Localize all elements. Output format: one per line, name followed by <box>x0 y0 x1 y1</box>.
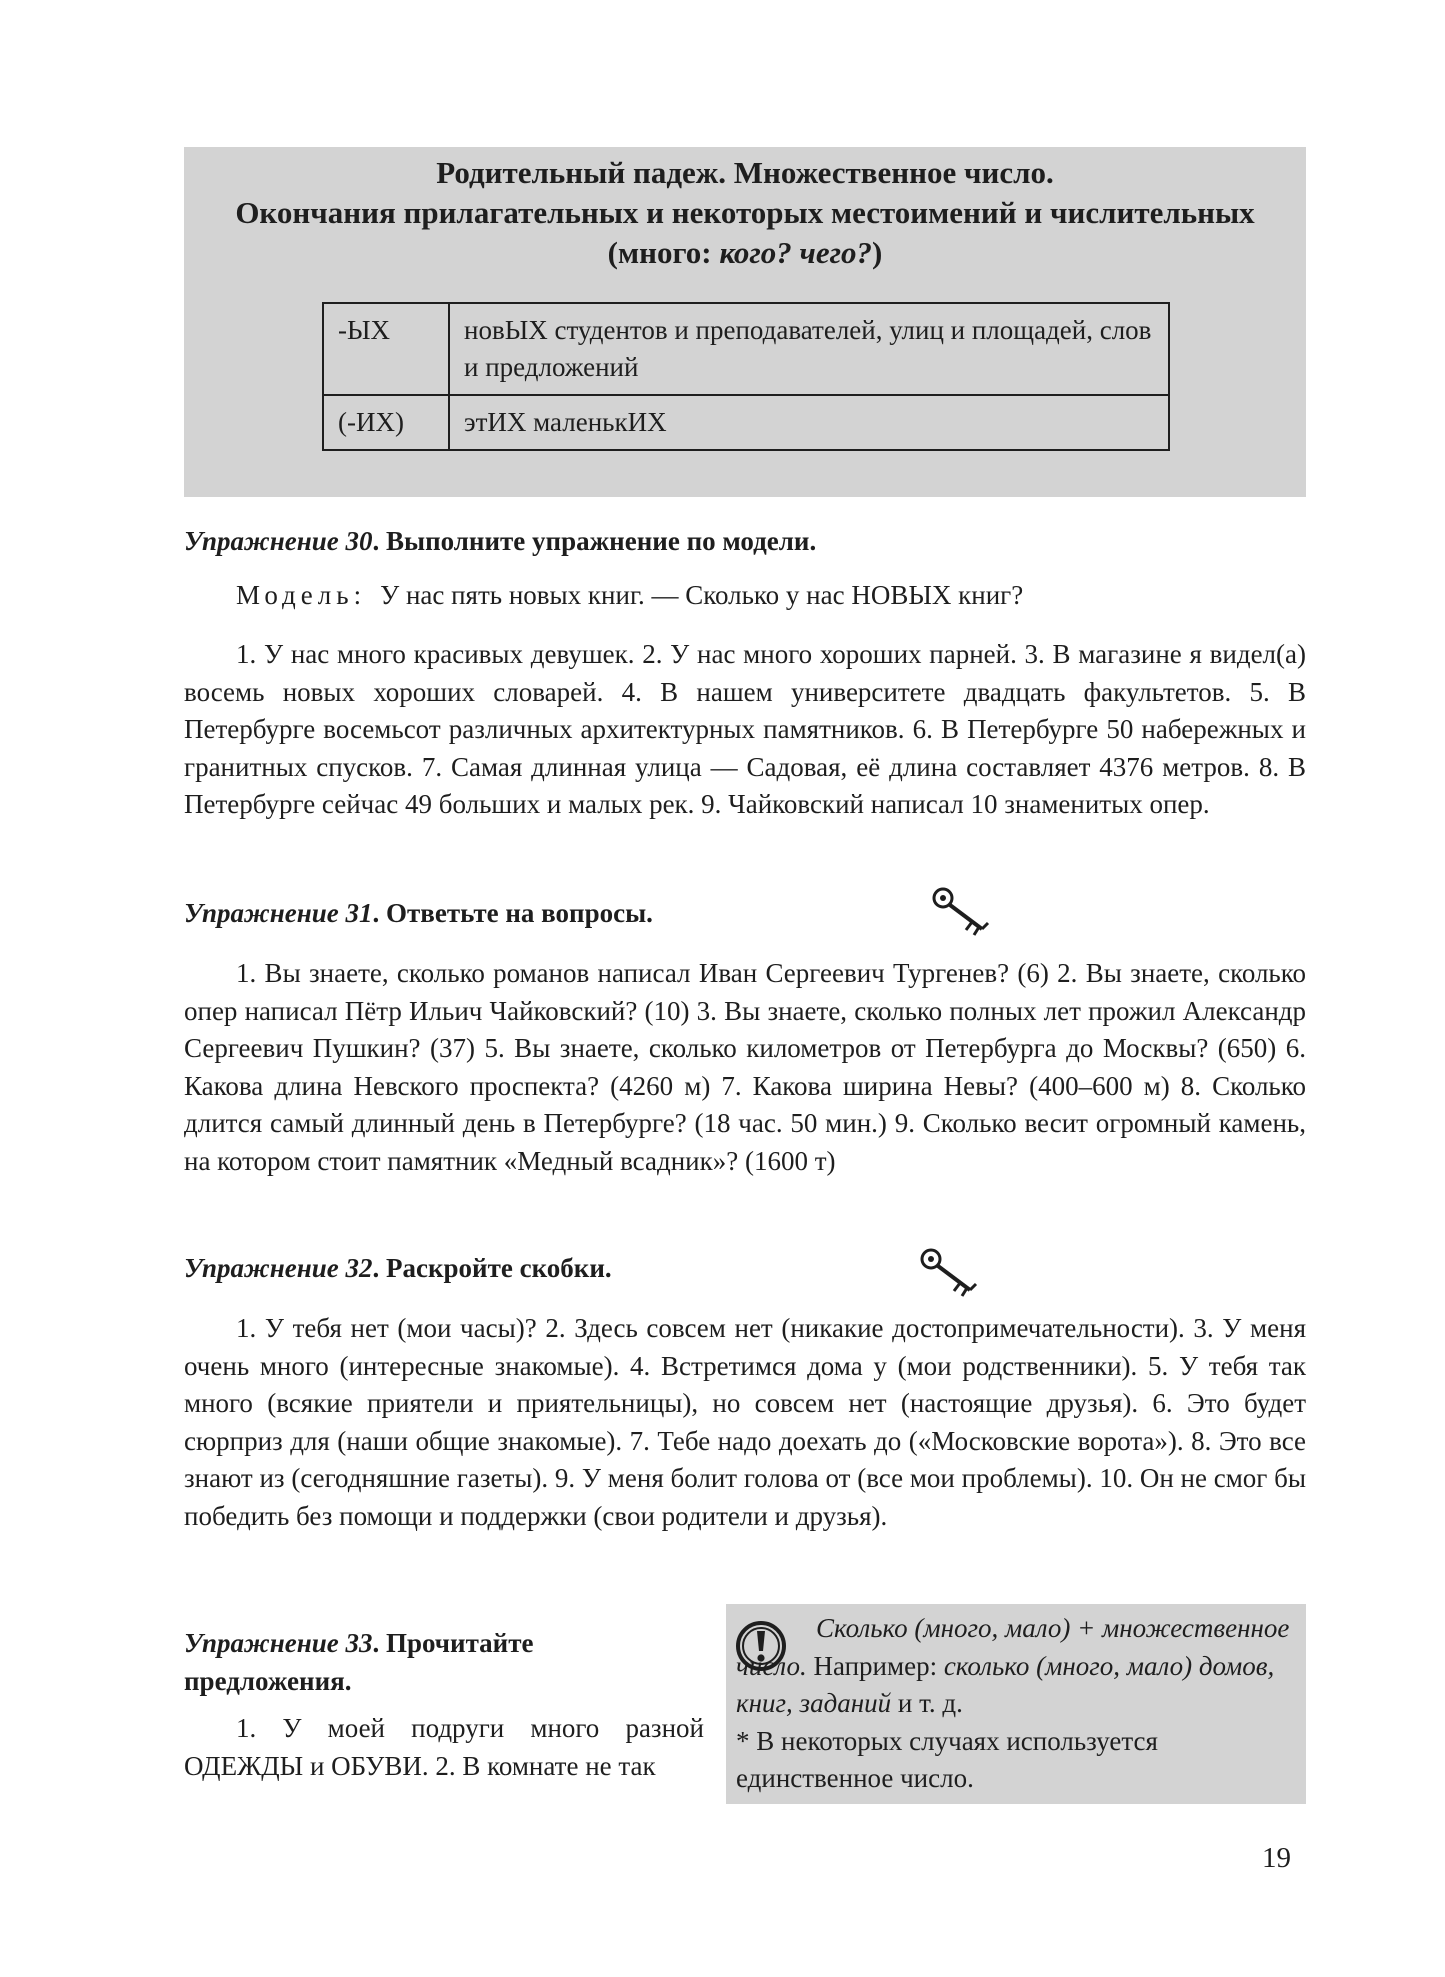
note-example-label: Например: <box>806 1650 944 1681</box>
exercise-33-text: 1. У моей подруги много разной ОДЕЖДЫ и ОБУВИ. 2. В комнате не так <box>184 1713 704 1781</box>
note-text <box>736 1610 1294 1798</box>
model-text: У нас пять новых книг. — Сколько у нас НОВЫХ книг? <box>380 580 1024 610</box>
table-row <box>323 395 1169 450</box>
page-number: 19 <box>1262 1842 1291 1874</box>
exercise-30-heading <box>184 523 816 560</box>
key-icon <box>918 1246 980 1300</box>
exercise-task: . Ответьте на вопросы. <box>372 898 653 928</box>
note-example: сколько (много, мало) домов, книг, заданий <box>736 1650 1275 1718</box>
rule-title-italic: кого? чего? <box>719 235 873 270</box>
exercise-task: . Выполните упражнение по модели. <box>372 526 817 556</box>
exercise-task: . Прочитайте предложения. <box>184 1628 534 1696</box>
rule-title-line-2: Окончания прилагательных и некоторых местоимений и числительных <box>235 195 1255 230</box>
endings-table <box>322 302 1170 451</box>
grammar-rule-box <box>184 147 1306 497</box>
rule-title <box>184 147 1306 273</box>
rule-title-prefix: (много: <box>607 235 720 270</box>
exercise-number: Упражнение 30 <box>184 526 373 556</box>
exercise-number: Упражнение 31 <box>184 898 373 928</box>
suffix-cell: -ЫХ <box>323 303 449 395</box>
key-icon <box>930 885 992 939</box>
note-footnote: * В некоторых случаях используется единственное число. <box>736 1725 1158 1793</box>
model-example <box>236 577 1023 614</box>
exercise-number: Упражнение 33 <box>184 1628 373 1658</box>
exercise-task: . Раскройте скобки. <box>372 1253 612 1283</box>
note-etc: и т. д. <box>891 1688 963 1718</box>
exercise-30-text: 1. У нас много красивых девушек. 2. У нас много хороших парней. 3. В магазине я видел(а) восемь новых хороших словарей. 4. В нашем университете двадцать факультетов. 5. В Петербурге восемьсот различных архитектурных памятников. 6. В Петербурге 50 набережных и гранитных спусков. 7. Самая длинная улица — Садовая, её длина составляет 4376 метров. 8. В Петербурге сейчас 49 больших и малых рек. 9. Чайковский написал 10 знаменитых опер. <box>184 639 1306 819</box>
exercise-32-heading <box>184 1250 612 1287</box>
note-rule: Сколько (много, мало) + множественное число. <box>736 1613 1290 1681</box>
rule-title-suffix: ) <box>872 235 883 270</box>
exercise-31-heading <box>184 895 653 932</box>
exercise-31-text: 1. Вы знаете, сколько романов написал Иван Сергеевич Тургенев? (6) 2. Вы знаете, сколько опер написал Пётр Ильич Чайковский? (10) 3. Вы знаете, сколько полных лет прожил Александр Сергеевич Пушкин? (37) 5. Вы знаете, сколько километров от Петербурга до Москвы? (650) 6. Какова длина Невского проспекта? (4260 м) 7. Какова ширина Невы? (400–600 м) 8. Сколько длится самый длинный день в Петербурге? (18 час. 50 мин.) 9. Сколько весит огромный камень, на котором стоит памятник «Медный всадник»? (1600 т) <box>184 958 1306 1176</box>
rule-title-line-3 <box>184 233 1306 273</box>
exercise-32-text: 1. У тебя нет (мои часы)? 2. Здесь совсем нет (никакие достопримечательности). 3. У меня очень много (интересные знакомые). 4. Встретимся дома у (мои родственники). 5. У тебя так много (всякие приятели и приятельницы), но совсем нет (настоящие друзья). 6. Это будет сюрприз для (наши общие знакомые). 7. Тебе надо доехать до («Московские ворота»). 8. Это все знают из (сегодняшние газеты). 9. У меня болит голова от (все мои проблемы). 10. Он не смог бы победить без помощи и поддержки (свои родители и друзья). <box>184 1313 1306 1531</box>
note-box <box>726 1604 1306 1804</box>
example-cell: этИХ маленькИХ <box>449 395 1169 450</box>
rule-title-line-1: Родительный падеж. Множественное число. <box>436 155 1054 190</box>
suffix-cell: (-ИХ) <box>323 395 449 450</box>
exercise-33-heading <box>184 1625 704 1700</box>
model-label: Модель: <box>236 580 367 610</box>
example-cell: новЫХ студентов и преподавателей, улиц и площадей, слов и предложений <box>449 303 1169 395</box>
table-row <box>323 303 1169 395</box>
exercise-number: Упражнение 32 <box>184 1253 373 1283</box>
